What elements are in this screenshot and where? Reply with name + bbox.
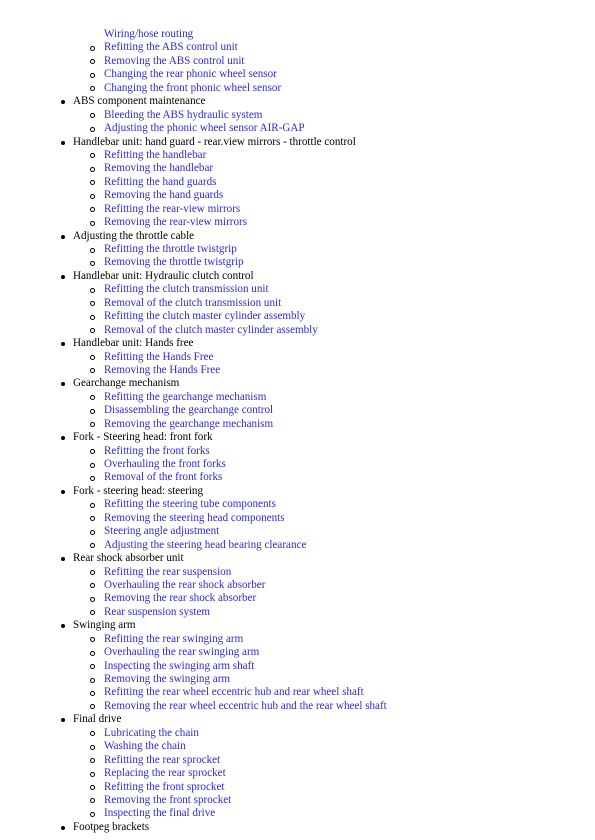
toc-section-title: Swinging arm [73,619,136,632]
toc-link[interactable]: Refitting the clutch master cylinder assembly [104,310,306,323]
toc-link[interactable]: Refitting the front sprocket [104,780,225,793]
circle-bullet-icon [90,597,95,602]
toc-subitem [0,807,595,820]
circle-bullet-icon [90,678,95,683]
circle-bullet-icon [90,704,95,709]
toc-sublist [0,243,595,270]
circle-bullet-icon [90,153,95,158]
toc-section [0,431,595,444]
circle-bullet-icon [90,355,95,360]
toc-subitem [0,525,595,538]
disc-bullet-icon [61,342,65,346]
circle-bullet-icon [90,73,95,78]
toc-subitem [0,283,595,296]
circle-bullet-icon [90,610,95,615]
disc-bullet-icon [61,826,65,830]
toc-link[interactable]: Refitting the gearchange mechanism [104,390,267,403]
circle-bullet-icon [90,194,95,199]
toc-subitem [0,646,595,659]
toc-section-title: Final drive [73,713,122,726]
toc-link[interactable]: Refitting the Hands Free [104,350,214,363]
circle-bullet-icon [90,503,95,508]
disc-bullet-icon [61,275,65,279]
circle-bullet-icon [90,328,95,333]
circle-bullet-icon [90,449,95,454]
toc-link[interactable]: Rear suspension system [104,605,210,618]
toc-section [0,485,595,498]
disc-bullet-icon [61,490,65,494]
toc-link[interactable]: Inspecting the final drive [104,807,216,820]
toc-subitem [0,418,595,431]
toc-subitem [0,391,595,404]
toc-section [0,552,595,565]
toc-subitem [0,781,595,794]
leading-sublist [0,28,595,95]
toc-sublist [0,351,595,378]
toc-subitem [0,794,595,807]
toc-section [0,95,595,108]
circle-bullet-icon [90,758,95,763]
toc-subitem [0,324,595,337]
toc-link[interactable]: Removal of the clutch master cylinder assembly [104,323,318,336]
toc-link[interactable]: Removing the steering head components [104,511,285,524]
toc-subitem [0,189,595,202]
circle-bullet-icon [90,731,95,736]
toc-section [0,230,595,243]
toc-link[interactable]: Bleeding the ABS hydraulic system [104,108,263,121]
toc-link[interactable]: Refitting the rear wheel eccentric hub and rear wheel shaft [104,686,364,699]
toc-section [0,619,595,632]
toc-link[interactable]: Removing the handlebar [104,162,214,175]
circle-bullet-icon [90,530,95,535]
circle-bullet-icon [90,207,95,212]
circle-bullet-icon [90,86,95,91]
toc-subitem [0,41,595,54]
toc-section [0,821,595,834]
disc-bullet-icon [61,557,65,561]
toc-link[interactable]: Replacing the rear sprocket [104,767,226,780]
toc-subitem [0,740,595,753]
disc-bullet-icon [61,141,65,145]
circle-bullet-icon [90,46,95,51]
toc-subitem [0,660,595,673]
toc-subitem [0,68,595,81]
circle-bullet-icon [90,570,95,575]
toc-section-title: ABS component maintenance [73,95,206,108]
circle-bullet-icon [90,812,95,817]
toc-section-children [0,283,595,337]
disc-bullet-icon [61,235,65,239]
toc-sublist [0,391,595,431]
toc-subitem [0,686,595,699]
toc-subitem [0,579,595,592]
circle-bullet-icon [90,422,95,427]
toc-sublist [0,727,595,821]
toc-link[interactable]: Removing the gearchange mechanism [104,417,274,430]
disc-bullet-icon [61,436,65,440]
toc-link[interactable]: Removing the Hands Free [104,363,221,376]
toc-section-title: Fork - steering head: steering [73,484,204,497]
toc-subitem [0,754,595,767]
toc-subitem [0,767,595,780]
toc-subitem [0,404,595,417]
toc-sublist [0,283,595,337]
circle-bullet-icon [90,651,95,656]
toc-section-children [0,391,595,431]
toc-link[interactable]: Adjusting the phonic wheel sensor AIR-GAP [104,122,305,135]
circle-bullet-icon [90,301,95,306]
circle-bullet-icon [90,395,95,400]
toc-link[interactable]: Removing the rear-view mirrors [104,216,248,229]
toc-subitem [0,297,595,310]
toc-link[interactable]: Removing the swinging arm [104,673,231,685]
toc-subitem [0,203,595,216]
toc-section [0,713,595,726]
disc-bullet-icon [61,382,65,386]
table-of-contents [0,28,595,834]
section-list [0,95,595,834]
toc-subitem [0,351,595,364]
toc-section-title: Handlebar unit: Hydraulic clutch control [73,269,254,282]
toc-section-children [0,566,595,620]
toc-link[interactable]: Removing the front sprocket [104,793,232,806]
toc-sublist [0,445,595,485]
toc-sublist [0,566,595,620]
circle-bullet-icon [90,368,95,373]
toc-link[interactable]: Disassembling the gearchange control [104,404,274,417]
toc-subitem [0,700,595,713]
disc-bullet-icon [61,624,65,628]
toc-section [0,136,595,149]
toc-link[interactable]: Refitting the hand guards [104,175,217,188]
toc-link[interactable]: Inspecting the swinging arm shaft [104,659,255,672]
toc-subitem [0,445,595,458]
circle-bullet-icon [90,637,95,642]
toc-subitem [0,243,595,256]
circle-bullet-icon [90,59,95,64]
toc-link[interactable]: Changing the front phonic wheel sensor [104,81,282,94]
circle-bullet-icon [90,221,95,226]
toc-link[interactable]: Steering angle adjustment [104,525,220,538]
circle-bullet-icon [90,543,95,548]
toc-link[interactable]: Refitting the rear swinging arm [104,632,244,645]
toc-subitem [0,606,595,619]
toc-subitem [0,122,595,135]
toc-subitem [0,28,595,41]
circle-bullet-icon [90,113,95,118]
toc-subitem [0,539,595,552]
circle-bullet-icon [90,315,95,320]
circle-bullet-icon [90,772,95,777]
toc-link[interactable]: Refitting the rear sprocket [104,753,221,766]
toc-link[interactable]: Refitting the ABS control unit [104,41,238,54]
circle-bullet-icon [90,463,95,468]
circle-bullet-icon [90,583,95,588]
toc-subitem [0,109,595,122]
toc-link[interactable]: Removing the hand guards [104,189,224,202]
circle-bullet-icon [90,261,95,266]
toc-subitem [0,162,595,175]
disc-bullet-icon [61,100,65,104]
toc-subitem [0,55,595,68]
toc-link[interactable]: Removal of the clutch transmission unit [104,296,282,309]
disc-bullet-icon [61,718,65,722]
toc-section-children [0,149,595,230]
toc-subitem [0,256,595,269]
toc-section [0,377,595,390]
circle-bullet-icon [90,516,95,521]
toc-subitem [0,673,595,686]
toc-section-title: Handlebar unit: hand guard - rear.view mirrors - throttle control [73,135,356,148]
toc-subitem [0,176,595,189]
toc-subitem [0,512,595,525]
circle-bullet-icon [90,167,95,172]
toc-subitem [0,566,595,579]
toc-link[interactable]: Wiring/hose routing [104,28,194,40]
toc-link[interactable]: Removal of the front forks [104,471,223,484]
toc-link[interactable]: Removing the rear shock absorber [104,592,257,605]
toc-link[interactable]: Lubricating the chain [104,726,199,739]
toc-section [0,337,595,350]
toc-section-title: Fork - Steering head: front fork [73,431,213,444]
toc-section-children [0,727,595,821]
toc-link[interactable]: Refitting the steering tube components [104,498,276,511]
toc-link[interactable]: Overhauling the rear shock absorber [104,578,266,591]
toc-link[interactable]: Refitting the throttle twistgrip [104,243,237,255]
circle-bullet-icon [90,409,95,414]
toc-link[interactable]: Refitting the front forks [104,444,210,457]
circle-bullet-icon [90,127,95,132]
toc-link[interactable]: Overhauling the front forks [104,458,226,470]
toc-subitem [0,310,595,323]
toc-subitem [0,149,595,162]
toc-subitem [0,216,595,229]
circle-bullet-icon [90,664,95,669]
toc-section-children [0,351,595,378]
toc-subitem [0,727,595,740]
toc-link[interactable]: Changing the rear phonic wheel sensor [104,68,277,81]
toc-subitem [0,498,595,511]
toc-link[interactable]: Refitting the clutch transmission unit [104,283,269,296]
toc-link[interactable]: Adjusting the steering head bearing clearance [104,538,307,551]
toc-section-children [0,498,595,552]
toc-link[interactable]: Refitting the rear-view mirrors [104,202,241,215]
toc-link[interactable]: Refitting the rear suspension [104,565,232,578]
circle-bullet-icon [90,691,95,696]
circle-bullet-icon [90,476,95,481]
toc-subitem [0,364,595,377]
toc-sublist [0,149,595,230]
toc-sublist [0,498,595,552]
toc-section-children [0,445,595,485]
toc-section-title: Adjusting the throttle cable [73,229,195,242]
toc-subitem [0,633,595,646]
circle-bullet-icon [90,288,95,293]
toc-link[interactable]: Removing the rear wheel eccentric hub and the rear wheel shaft [104,699,387,712]
toc-link[interactable]: Refitting the handlebar [104,148,207,161]
toc-subitem [0,592,595,605]
toc-subitem [0,458,595,471]
toc-section-title: Rear shock absorber unit [73,552,184,565]
toc-sublist [0,633,595,714]
toc-section-children [0,243,595,270]
toc-section-children [0,633,595,714]
circle-bullet-icon [90,785,95,790]
toc-subitem [0,82,595,95]
toc-sublist [0,109,595,136]
toc-section [0,270,595,283]
circle-bullet-icon [90,180,95,185]
circle-bullet-icon [90,798,95,803]
toc-link[interactable]: Washing the chain [104,740,186,753]
toc-link[interactable]: Overhauling the rear swinging arm [104,646,260,659]
toc-link[interactable]: Removing the throttle twistgrip [104,256,244,269]
toc-subitem [0,471,595,484]
toc-link[interactable]: Removing the ABS control unit [104,54,245,67]
toc-section-title: Handlebar unit: Hands free [73,337,194,350]
circle-bullet-icon [90,248,95,253]
toc-section-title: Gearchange mechanism [73,377,180,390]
toc-section-title: Footpeg brackets [73,820,150,833]
circle-bullet-icon [90,745,95,750]
toc-section-children [0,109,595,136]
